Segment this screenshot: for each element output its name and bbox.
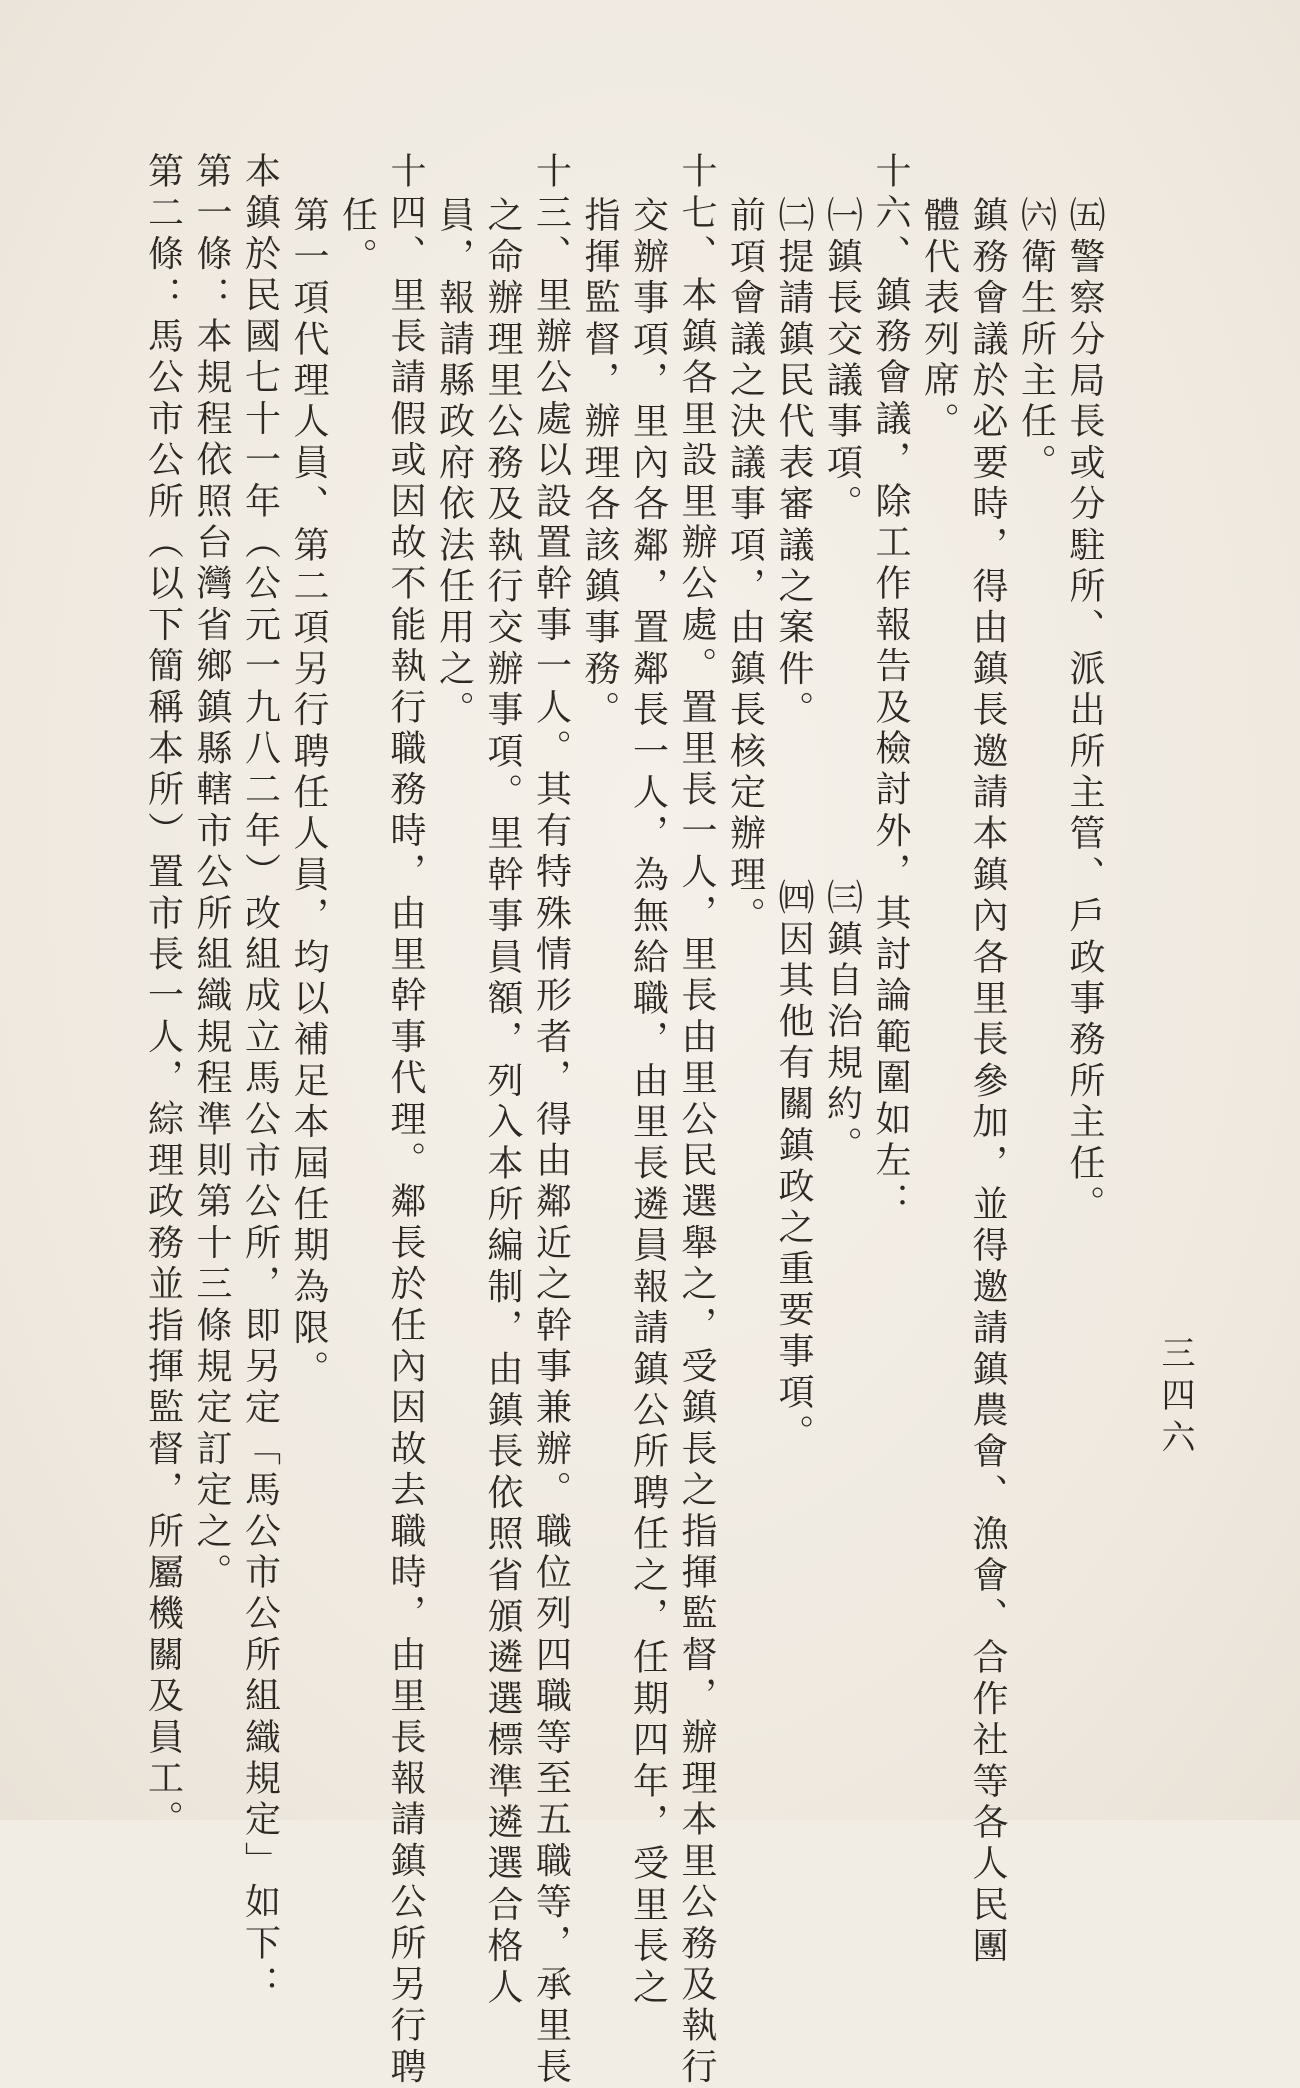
text-column: 鎮務會議於必要時，得由鎮長邀請本鎮內各里長參加，並得邀請鎮農會、漁會、合作社等各人民團	[967, 196, 1008, 1968]
text-column: 十四、里長請假或因故不能執行職務時，由里幹事代理。鄰長於任內因故去職時，由里長報請鎮公所另行聘	[385, 152, 426, 2088]
text-column: 之命辦理里公務及執行交辦事項。里幹事員額，列入本所編制，由鎮長依照省頒遴選標準遴選合格人	[482, 196, 523, 2009]
text-column: 指揮監督，辦理各該鎮事務。	[579, 196, 620, 732]
text-column: ㈥衛生所主任。	[1015, 196, 1057, 485]
text-column: 前項會議之決議事項，由鎮長核定辦理。	[724, 196, 766, 938]
text-column: ㈡提請鎮民代表審議之案件。 ㈣因其他有關鎮政之重要事項。	[773, 196, 814, 1456]
text-column: 本鎮於民國七十一年（公元一九八二年）改組成立馬公市公所，即另定「馬公市公所組織規定」如下：	[239, 152, 281, 2006]
page-number: 三四六	[1155, 1335, 1195, 1461]
text-column: 任。	[336, 196, 378, 279]
text-column: ㈠鎮長交議事項。 ㈢鎮自治規約。	[821, 196, 863, 1167]
vertical-text-body	[108, 152, 1108, 2088]
text-column: 第二條：馬公市公所（以下簡稱本所）置市長一人，綜理政務並指揮監督，所屬機關及員工。	[142, 152, 184, 1842]
text-column: 十六、鎮務會議，除工作報告及檢討外，其討論範圍如左：	[870, 152, 911, 1224]
text-column: 第一項代理人員、第二項另行聘任人員，均以補足本屆任期為限。	[288, 196, 329, 1391]
text-column: ㈤警察分局長或分駐所、派出所主管、戶政事務所主任。	[1064, 196, 1105, 1226]
text-column: 十七、本鎮各里設里辦公處。置里長一人，里長由里公民選舉之，受鎮長之指揮監督，辦理本里公務及執行	[676, 152, 717, 2088]
text-column: 體代表列席。	[918, 196, 960, 444]
text-column: 員，報請縣政府依法任用之。	[433, 196, 475, 732]
text-column: 十三、里辦公處以設置幹事一人。其有特殊情形者，得由鄰近之幹事兼辦。職位列四職等至五職等，承里長	[530, 152, 572, 2088]
text-column: 第一條：本規程依照台灣省鄉鎮縣轄市公所組織規程準則第十三條規定訂定之。	[191, 152, 232, 1594]
text-column: 交辦事項，里內各鄰，置鄰長一人，為無給職，由里長遴員報請鎮公所聘任之，任期四年，受里長之	[627, 196, 669, 2009]
